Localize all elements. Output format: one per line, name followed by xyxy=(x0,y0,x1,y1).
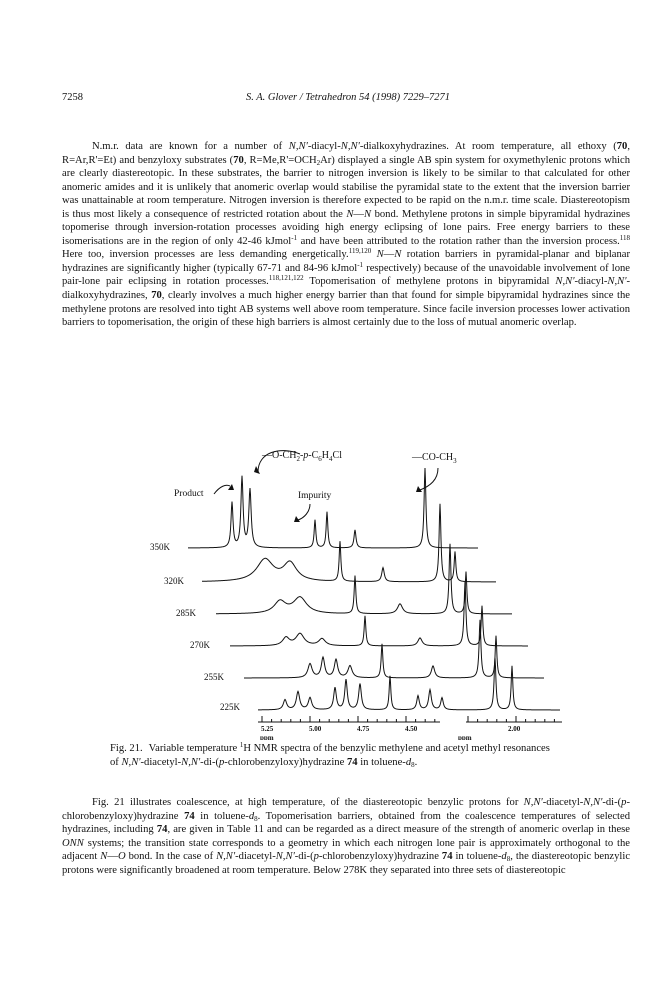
ocH2-arrowhead-icon xyxy=(254,466,260,474)
impurity-arrow xyxy=(298,504,310,520)
axis-unit-left: ppm xyxy=(260,734,274,740)
temp-label-270k: 270K xyxy=(190,640,210,650)
page-number: 7258 xyxy=(62,92,83,103)
paragraph-1: N.m.r. data are known for a number of N,N'-diacyl-N,N'-dialkoxyhydrazines. At room temperature, all ethoxy (70, R=Ar,R'=Et) and benzyloxy substrates (70, $R=Me,R'=OCH_2Ar$) displayed a single AB spin system for oxymethylenic protons which are clearly diastereotopic. In these substrates, the barrier to nitrogen inversion is likely to be similar to that calculated for other anomeric amides and it is unlikely that anomeric overlap would stabilise the pyramidal state to the extent that the inversion barrier was unattainable at room temperature. Nitrogen inversion is therefore expected to be rapid on the n.m.r. time scale. Diastereotopism is thus most likely a consequence of restricted rotation about the N—N bond. Methylene protons in simple bipyramidal hydrazines topomerise through inversion-rotation processes avoiding high energy eclipsing of lone pairs. Free energy barriers to these isomerisations are in the region of only 42-46 kJmol$^{-1}$ and have been attributed to the rotation rather than the inversion process.$^{118}$ Here too, inversion processes are less demanding energetically.$^{119,120}$ N—N rotation barriers in pyramidal-planar and biplanar hydrazines are significantly higher (typically 67-71 and 84-96 kJmol$^{-1}$ respectively) because of the unavoidable involvement of lone pair-lone pair eclipsing in rotation processes.$^{118,121,122}$ Topomerisation of methylene protons in bipyramidal N,N'-diacyl-N,N'-dialkoxyhydrazines, 70, clearly involves a much higher energy barrier than that found for simple bipyramidal hydrazines since the methylene protons are resolved into tight AB systems well above room temperature. Since facile inversion processes lower activation barriers to topomerisation, the origin of these high barriers is almost certainly due to the loss of mutual anomeric overlap. xyxy=(62,141,631,329)
temp-label-285k: 285K xyxy=(176,608,196,618)
nmr-spectra-stack xyxy=(150,420,570,740)
tick-5.00: 5.00 xyxy=(309,725,322,733)
nmr-figure xyxy=(150,420,570,740)
product-arrow xyxy=(214,485,230,494)
tick-4.50: 4.50 xyxy=(405,725,418,733)
label-benzylic: $—O-CH_2-p-C_6H_4Cl$ xyxy=(262,450,342,463)
trace-285k xyxy=(216,544,512,614)
tick-5.25: 5.25 xyxy=(261,725,274,733)
paragraph-2: Fig. 21 illustrates coalescence, at high temperature, of the diastereotopic benzylic protons for N,N'-diacetyl-N,N'-di-(p-chlorobenzyloxy)hydrazine 74 in toluene-$d_8$. Topomerisation barriers, obtained from the coalescence temperatures of selected hydrazines, including 74, are given in Table 11 and can be regarded as a direct measure of the strength of anomeric overlap in these ONN systems; the transition state corresponds to a geometry in which each nitrogen lone pair is approximately orthogonal to the adjacent N—O bond. In the case of N,N'-diacetyl-N,N'-di-(p-chlorobenzyloxy)hydrazine 74 in toluene-$d_8$, the diastereotopic benzylic protons were significantly broadened at room temperature. Below 278K they separated into three sets of diastereotopic xyxy=(62,797,631,876)
temp-label-350k: 350K xyxy=(150,542,170,552)
temp-label-225k: 225K xyxy=(220,702,240,712)
tick-2.00: 2.00 xyxy=(508,725,521,733)
product-arrowhead-icon xyxy=(228,484,234,490)
figure-caption: Fig. 21. Variable temperature $^1$H NMR spectra of the benzylic methylene and acetyl methyl resonances of N,N'-diacetyl-N,N'-di-(p-chlorobenzyloxy)hydrazine 74 in toluene-$d_8$. xyxy=(110,741,550,769)
page-header xyxy=(62,92,634,106)
temp-label-320k: 320K xyxy=(164,576,184,586)
trace-225k xyxy=(258,658,560,710)
label-impurity: Impurity xyxy=(298,491,332,501)
ppm-axis xyxy=(258,716,562,722)
label-acetyl: $—CO-CH_3$ xyxy=(412,452,457,465)
trace-320k xyxy=(202,504,496,582)
acetyl-arrow xyxy=(420,468,438,490)
running-title: S. A. Glover / Tetrahedron 54 (1998) 7229–7271 xyxy=(245,92,451,103)
impurity-arrowhead-icon xyxy=(294,516,300,522)
temp-label-255k: 255K xyxy=(204,672,224,682)
trace-255k xyxy=(244,620,544,678)
tick-4.75: 4.75 xyxy=(357,725,370,733)
acetyl-arrowhead-icon xyxy=(416,486,422,492)
axis-unit-right: ppm xyxy=(458,734,472,740)
label-product: Product xyxy=(174,489,204,499)
